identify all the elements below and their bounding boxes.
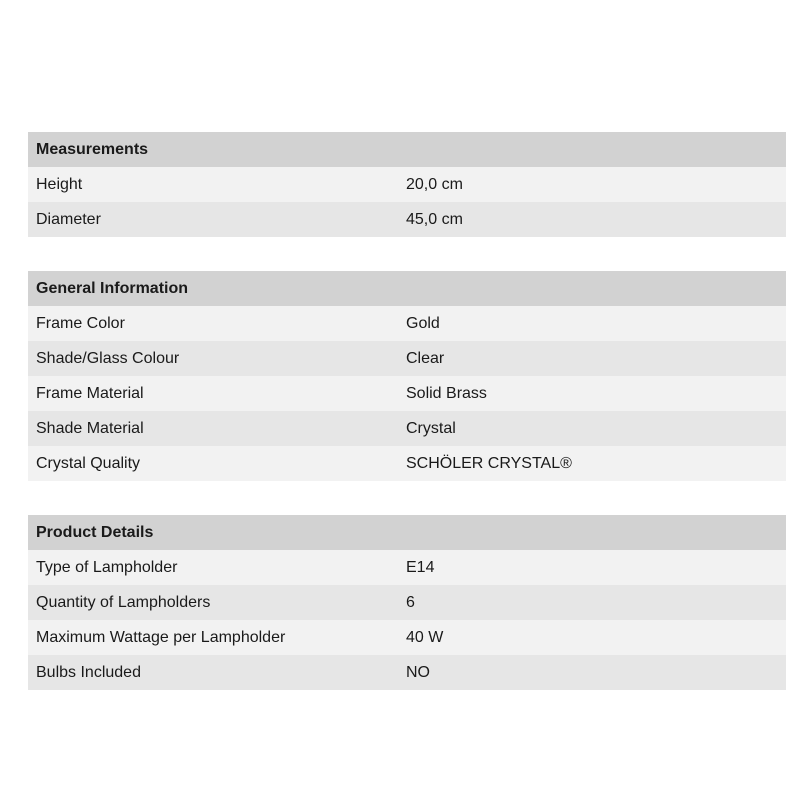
section-title-measurements: Measurements: [28, 132, 786, 167]
spec-row-frame-material: [28, 376, 786, 411]
spec-value: E14: [406, 558, 435, 576]
spec-value: Clear: [406, 349, 445, 367]
spec-value: Crystal: [406, 419, 456, 437]
spec-row-bulbs-included: [28, 655, 786, 690]
general-information-rows: [28, 306, 786, 481]
spec-label: Bulbs Included: [36, 663, 141, 681]
spec-row-shade-glass-colour: [28, 341, 786, 376]
product-details-table: [28, 515, 786, 690]
spec-row-quantity-of-lampholders: [28, 585, 786, 620]
spec-label: Type of Lampholder: [36, 558, 178, 576]
spec-row-diameter: [28, 202, 786, 237]
product-spec-sheet: [28, 132, 786, 724]
section-title-general-information: General Information: [28, 271, 786, 306]
spec-label: Maximum Wattage per Lampholder: [36, 628, 286, 646]
spec-row-height: [28, 167, 786, 202]
measurements-table: [28, 132, 786, 237]
spec-label: Quantity of Lampholders: [36, 593, 211, 611]
spec-label: Frame Material: [36, 384, 144, 402]
spec-value: Gold: [406, 314, 440, 332]
spec-label: Crystal Quality: [36, 454, 141, 472]
spec-row-type-of-lampholder: [28, 550, 786, 585]
measurements-rows: [28, 167, 786, 237]
general-information-table: [28, 271, 786, 481]
spec-value: 6: [406, 593, 415, 611]
spec-value: 45,0 cm: [406, 210, 463, 228]
spec-value: 20,0 cm: [406, 175, 463, 193]
spec-label: Frame Color: [36, 314, 125, 332]
spec-value: Solid Brass: [406, 384, 487, 402]
spec-label: Height: [36, 175, 83, 193]
spec-row-shade-material: [28, 411, 786, 446]
spec-label: Shade Material: [36, 419, 144, 437]
spec-value: NO: [406, 663, 430, 681]
spec-label: Diameter: [36, 210, 101, 228]
spec-value: SCHÖLER CRYSTAL®: [406, 454, 572, 472]
spec-row-maximum-wattage: [28, 620, 786, 655]
spec-row-crystal-quality: [28, 446, 786, 481]
spec-value: 40 W: [406, 628, 444, 646]
spec-row-frame-color: [28, 306, 786, 341]
spec-label: Shade/Glass Colour: [36, 349, 180, 367]
section-title-product-details: Product Details: [28, 515, 786, 550]
product-details-rows: [28, 550, 786, 690]
